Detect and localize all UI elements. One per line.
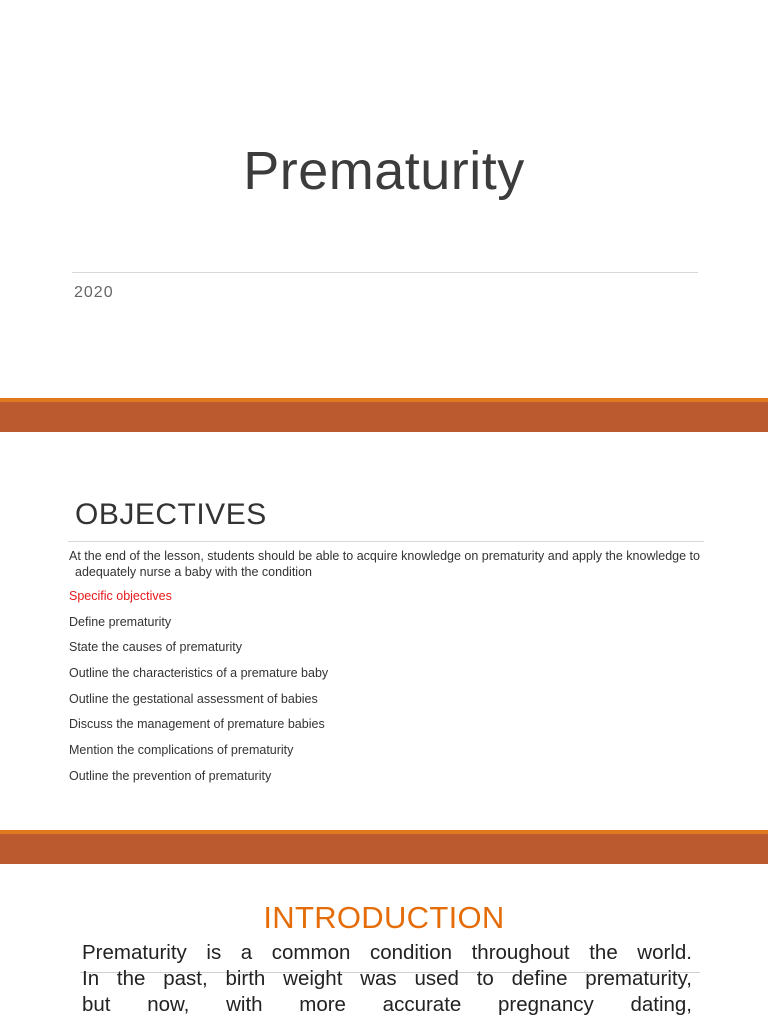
slide-separator-band xyxy=(0,398,768,432)
objective-item: Mention the complications of prematurity xyxy=(69,743,294,758)
slide-separator-band xyxy=(0,830,768,864)
introduction-line: Prematurity is a common condition throughout the world. xyxy=(82,941,692,964)
title-slide xyxy=(0,0,768,398)
objectives-slide xyxy=(0,432,768,830)
introduction-slide xyxy=(0,864,768,1024)
introduction-line: but now, with more accurate pregnancy dating, xyxy=(82,993,692,1016)
objective-item: Discuss the management of premature babies xyxy=(69,717,325,732)
objectives-divider xyxy=(68,541,704,542)
objective-item: Outline the gestational assessment of babies xyxy=(69,691,318,706)
specific-objectives-label: Specific objectives xyxy=(69,589,172,603)
slide-subtitle-year: 2020 xyxy=(74,284,114,301)
objective-item: Define prematurity xyxy=(69,614,172,629)
objectives-intro: At the end of the lesson, students should be able to acquire knowledge on prematurity and apply the knowledge to adequately nurse a baby with the condition xyxy=(69,549,700,579)
objective-item: Outline the prevention of prematurity xyxy=(69,768,272,783)
objective-item: Outline the characteristics of a premature baby xyxy=(69,666,329,681)
objectives-list xyxy=(69,588,328,794)
objective-item: State the causes of prematurity xyxy=(69,640,243,655)
title-divider xyxy=(72,272,698,273)
objectives-heading: OBJECTIVES xyxy=(75,498,267,531)
introduction-text xyxy=(82,940,692,1018)
introduction-heading: INTRODUCTION xyxy=(263,900,505,935)
slide-title: Prematurity xyxy=(243,141,525,201)
introduction-line: In the past, birth weight was used to define prematurity, xyxy=(82,967,692,990)
